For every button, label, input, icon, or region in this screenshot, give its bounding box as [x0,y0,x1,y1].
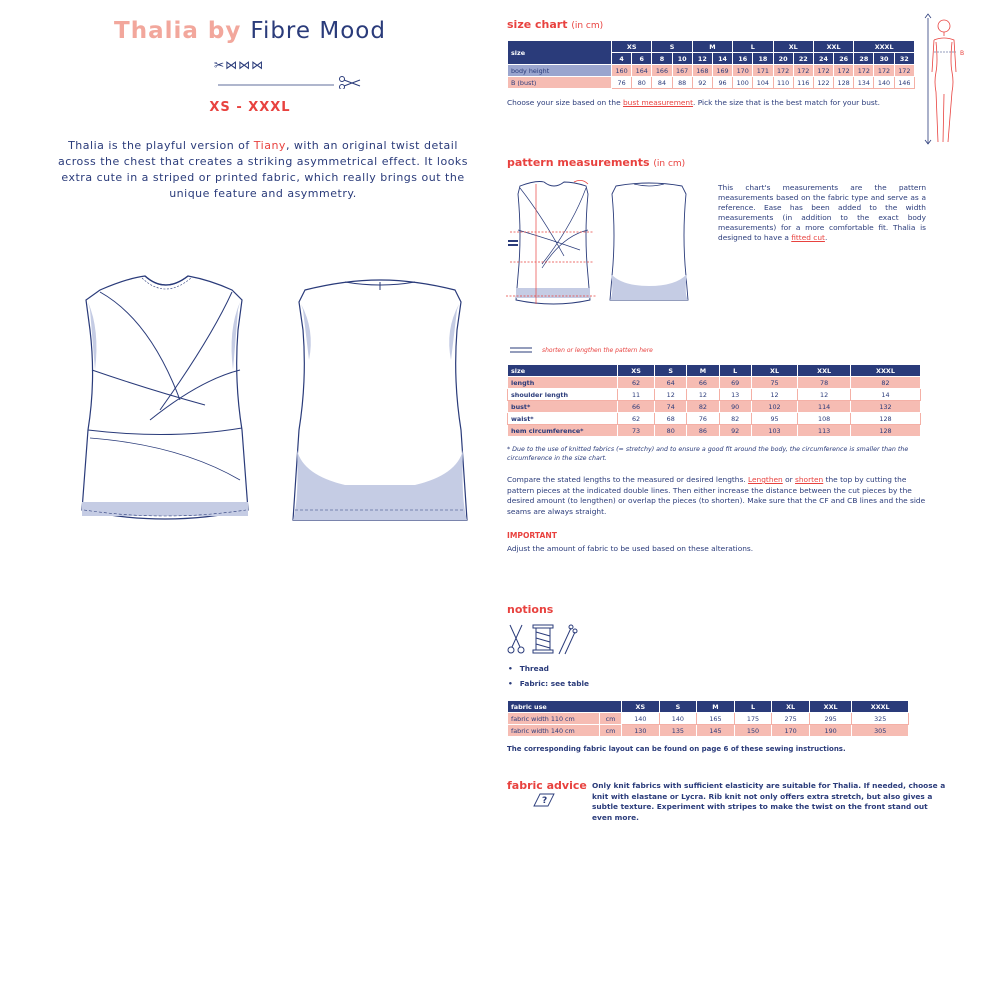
pm-corner: size [508,365,618,377]
brand-fibre: Fibre [250,18,320,44]
table-cell: 104 [753,77,773,89]
intro-highlight: Tiany [253,139,286,152]
table-cell: 66 [687,377,719,389]
size-number: 16 [733,53,753,65]
table-cell: 92 [719,425,751,437]
table-cell: 62 [618,413,655,425]
size-header: XXXL [852,701,909,713]
size-header: XL [751,365,798,377]
pattern-description [718,183,926,243]
row-label-hem: hem circumference* [508,425,618,437]
table-cell: 108 [798,413,851,425]
size-header: S [655,365,687,377]
size-header: L [733,41,773,53]
size-header: XXL [809,701,852,713]
row-label-width-110: fabric width 110 cm [508,713,600,725]
compare-paragraph [507,475,927,517]
table-cell: 80 [632,77,652,89]
front-view-drawing [70,270,260,530]
size-header: XS [622,701,660,713]
table-cell: 325 [852,713,909,725]
row-label-waist: waist* [508,413,618,425]
pattern-front-drawing [502,176,602,308]
table-cell: 130 [622,725,660,737]
pattern-measurements-table [507,364,921,437]
table-cell: 100 [733,77,753,89]
table-cell: 76 [612,77,632,89]
row-label-bust: B (bust) [508,77,612,89]
size-number: 26 [834,53,854,65]
table-cell: 12 [655,389,687,401]
table-cell: 62 [618,377,655,389]
size-header: M [697,701,735,713]
table-cell: 134 [854,77,874,89]
scissors-icon [508,625,524,653]
compare-text-2: or [782,475,796,484]
size-chart-title-text: size chart [507,18,568,31]
table-cell: 305 [852,725,909,737]
table-cell: 170 [772,725,810,737]
size-range: XS - XXXL [209,100,291,115]
table-cell: 166 [652,65,672,77]
table-cell: 160 [612,65,632,77]
table-cell: 113 [798,425,851,437]
size-header: XXXL [850,365,920,377]
table-cell: 103 [751,425,798,437]
table-cell: 172 [813,65,833,77]
size-number: 10 [672,53,692,65]
size-number: 12 [692,53,712,65]
table-cell: 73 [618,425,655,437]
table-cell: 295 [809,713,852,725]
table-cell: 140 [659,713,697,725]
size-header: L [734,701,772,713]
size-number: 8 [652,53,672,65]
size-number: 4 [612,53,632,65]
table-cell: 172 [793,65,813,77]
intro-text-start: Thalia is the playful version of [68,139,254,152]
size-chart-title [507,18,603,31]
pins-icon [559,625,577,654]
size-header: S [659,701,697,713]
size-number: 20 [773,53,793,65]
size-number: 28 [854,53,874,65]
table-cell: 275 [772,713,810,725]
notions-title: notions [507,603,554,616]
table-cell: 64 [655,377,687,389]
size-header: XL [773,41,813,53]
thread-spool-icon [533,625,553,653]
table-cell: 90 [719,401,751,413]
size-chart-note [507,98,927,108]
table-cell: 145 [697,725,735,737]
compare-text-1: Compare the stated lengths to the measured or desired lengths. [507,475,749,484]
table-cell: 132 [850,401,920,413]
size-header: L [719,365,751,377]
fabric-advice-text: Only knit fabrics with sufficient elasticity are suitable for Thalia. If needed, choose a knit with elastane or Lycra. Rib knit not only offers extra stretch, but also gives a subtle texture. Experiment with stripes to make the twist on the front stand out even more. [592,781,946,822]
fabric-advice-title: fabric advice [507,779,587,792]
legend-text: shorten or lengthen the pattern here [542,347,653,354]
table-cell: 11 [618,389,655,401]
row-label-body-height: body height [508,65,612,77]
size-chart-unit: (in cm) [571,21,604,31]
table-cell: 76 [687,413,719,425]
table-cell: 80 [655,425,687,437]
table-cell: 150 [734,725,772,737]
size-header: XS [618,365,655,377]
pattern-back-drawing [606,176,692,308]
fabric-use-table [507,700,909,737]
cut-line-icon [218,75,366,89]
size-note-text-end: . Pick the size that is the best match for your bust. [693,98,881,107]
table-cell: 172 [854,65,874,77]
size-chart-table [507,40,915,89]
table-cell: 75 [751,377,798,389]
table-cell: 82 [719,413,751,425]
table-cell: 68 [655,413,687,425]
table-cell: 12 [751,389,798,401]
table-cell: 74 [655,401,687,413]
notions-icon-group [505,622,579,656]
size-number: 6 [632,53,652,65]
important-text: Adjust the amount of fabric to be used based on these alterations. [507,544,754,553]
table-cell: 14 [850,389,920,401]
fabric-corner: fabric use [508,701,622,713]
scissors-icon-row: ✂⋈⋈⋈ [214,58,265,72]
compare-text-3: the top by cutting the pattern pieces at the indicated double lines. Then either increase the distance between the cut pieces by the desired amount (to lengthen) or overlap the pieces (to shorten). Make sure that the CF and CB lines and the side seams are always straight. [507,475,926,516]
table-cell: 140 [622,713,660,725]
table-cell: 170 [733,65,753,77]
size-number: 22 [793,53,813,65]
size-number: 24 [813,53,833,65]
pm-title-text: pattern measurements [507,156,650,169]
list-item: • Thread [508,661,589,676]
table-cell: 128 [850,413,920,425]
figure-bust-label: B [960,50,965,57]
pattern-measurements-title [507,156,685,169]
table-cell: 172 [894,65,914,77]
compare-shorten: shorten [795,475,824,484]
table-cell: 66 [618,401,655,413]
shorten-lengthen-legend-icon [510,346,532,354]
table-cell: 165 [697,713,735,725]
table-cell: 167 [672,65,692,77]
fabric-swatch-icon [532,790,556,808]
table-cell: 164 [632,65,652,77]
table-cell: 69 [719,377,751,389]
unit-cell: cm [600,713,622,725]
list-item: • Fabric: see table [508,676,589,691]
intro-text-end: , with an original twist detail across the chest that creates a striking asymmetrical effect. It looks extra cute in a striped or printed fabric, which really brings out the unique feature and asymmetry. [57,139,469,200]
size-header: S [652,41,692,53]
pm-unit: (in cm) [653,159,686,169]
table-cell: 190 [809,725,852,737]
unit-cell: cm [600,725,622,737]
table-cell: 169 [712,65,732,77]
table-cell: 128 [834,77,854,89]
table-cell: 88 [672,77,692,89]
size-number: 30 [874,53,894,65]
table-cell: 146 [894,77,914,89]
table-cell: 82 [850,377,920,389]
row-label-shoulder: shoulder length [508,389,618,401]
size-note-link: bust measurement [622,98,694,107]
size-header: XXXL [854,41,915,53]
table-cell: 116 [793,77,813,89]
table-cell: 140 [874,77,894,89]
pattern-footnote: * Due to the use of knitted fabrics (= stretchy) and to ensure a good fit around the body, the circumference is smaller than the circumference in the size chart. [507,446,909,462]
table-cell: 13 [719,389,751,401]
table-cell: 168 [692,65,712,77]
table-cell: 128 [850,425,920,437]
table-cell: 110 [773,77,793,89]
size-header: XL [772,701,810,713]
table-cell: 84 [652,77,672,89]
size-header: XXL [798,365,851,377]
row-label-width-140: fabric width 140 cm [508,725,600,737]
brand-name: Thalia by [114,18,251,44]
brand-title [40,18,460,44]
size-note-text: Choose your size based on the [507,98,623,107]
table-cell: 171 [753,65,773,77]
table-cell: 172 [874,65,894,77]
important-title: IMPORTANT [507,531,557,540]
row-label-length: length [508,377,618,389]
size-number: 14 [712,53,732,65]
table-cell: 102 [751,401,798,413]
intro-paragraph [50,138,476,202]
table-cell: 78 [798,377,851,389]
pm-desc-end: . [824,233,828,242]
table-cell: 122 [813,77,833,89]
pm-desc-text: This chart's measurements are the pattern measurements based on the fabric type and serve as a reference. Ease has been added to the width measurements (in addition to the exact body measurements) for a more comfortable fit. Thalia is designed to have a [718,183,926,242]
table-cell: 114 [798,401,851,413]
size-header: XXL [813,41,853,53]
fabric-layout-note: The corresponding fabric layout can be found on page 6 of these sewing instructions. [507,745,846,753]
brand-mood: Mood [319,18,386,44]
size-number: 32 [894,53,914,65]
table-cell: 172 [773,65,793,77]
table-cell: 175 [734,713,772,725]
size-header: M [692,41,732,53]
back-view-drawing [285,270,475,530]
table-cell: 92 [692,77,712,89]
table-cell: 12 [687,389,719,401]
size-header: M [687,365,719,377]
table-cell: 12 [798,389,851,401]
size-header: XS [612,41,652,53]
table-cell: 95 [751,413,798,425]
svg-text:?: ? [542,796,548,806]
table-cell: 82 [687,401,719,413]
table-cell: 135 [659,725,697,737]
compare-lengthen: Lengthen [748,475,783,484]
table-cell: 96 [712,77,732,89]
row-label-bust: bust* [508,401,618,413]
size-number: 18 [753,53,773,65]
notions-list [508,661,589,691]
size-chart-corner: size [508,41,612,65]
table-cell: 86 [687,425,719,437]
pm-desc-link: fitted cut [791,233,825,242]
table-cell: 172 [834,65,854,77]
body-figure-icon [912,12,972,147]
